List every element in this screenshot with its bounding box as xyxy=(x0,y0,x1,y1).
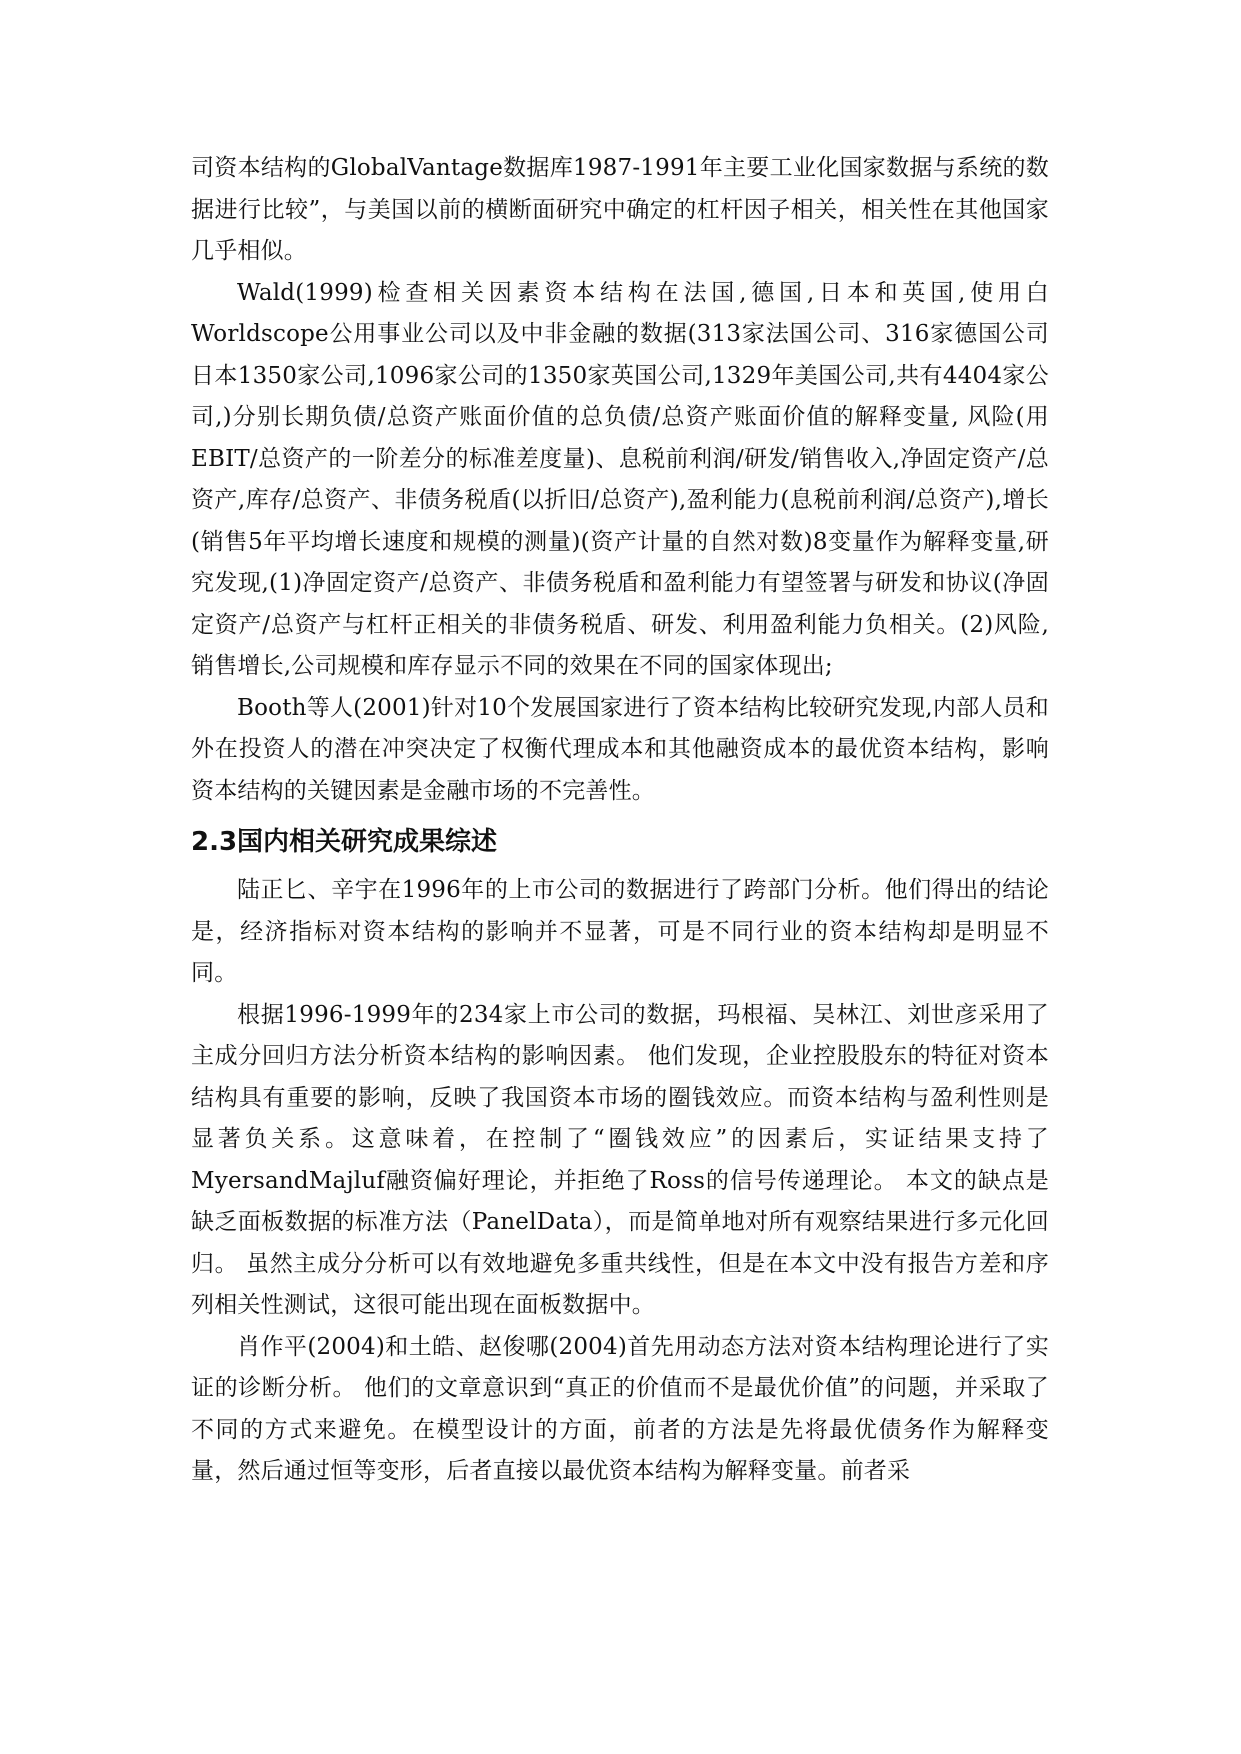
paragraph-booth-2001: Booth等人(2001)针对10个发展国家进行了资本结构比较研究发现,内部人员和外在投资人的潜在冲突决定了权衡代理成本和其他融资成本的最优资本结构，影响资本结构的关键因素是金融市场的不完善性。 xyxy=(191,694,1049,804)
paragraph-1996-1999-study: 根据1996-1999年的234家上市公司的数据，玛根福、吴林江、刘世彦采用了主成分回归方法分析资本结构的影响因素。 他们发现，企业控股股东的特征对资本结构具有重要的影响，反映了我国资本市场的圈钱效应。而资本结构与盈利性则是显著负关系。这意味着，在控制了“圈钱效应”的因素后，实证结果支持了MyersandMajluf融资偏好理论，并拒绝了Ross的信号传递理论。 本文的缺点是缺乏面板数据的标准方法（PanelData），而是简单地对所有观察结果进行多元化回归。 虽然主成分分析可以有效地避免多重共线性，但是在本文中没有报告方差和序列相关性测试，这很可能出现在面板数据中。 xyxy=(191,1001,1049,1318)
paragraph-wald-1999: Wald(1999)检查相关因素资本结构在法国,德国,日本和英国,使用白Worldscope公用事业公司以及中非金融的数据(313家法国公司、316家德国公司日本1350家公司,1096家公司的1350家英国公司,1329年美国公司,共有4404家公司,)分别长期负债/总资产账面价值的总负债/总资产账面价值的解释变量, 风险(用EBIT/总资产的一阶差分的标准差度量)、息税前利润/研发/销售收入,净固定资产/总资产,库存/总资产、非债务税盾(以折旧/总资产),盈利能力(息税前利润/总资产),增长(销售5年平均增长速度和规模的测量)(资产计量的自然对数)8变量作为解释变量,研究发现,(1)净固定资产/总资产、非债务税盾和盈利能力有望签署与研发和协议(净固定资产/总资产与杠杆正相关的非债务税盾、研发、利用盈利能力负相关。(2)风险,销售增长,公司规模和库存显示不同的效果在不同的国家体现出; xyxy=(191,279,1049,679)
paragraph-lu-xin: 陆正匕、辛宇在1996年的上市公司的数据进行了跨部门分析。他们得出的结论是，经济指标对资本结构的影响并不显著，可是不同行业的资本结构却是明显不同。 xyxy=(191,877,1049,986)
section-heading: 2.3国内相关研究成果综述 xyxy=(191,827,498,857)
paragraph-xiao-2004: 肖作平(2004)和土皓、赵俊哪(2004)首先用动态方法对资本结构理论进行了实证的诊断分析。 他们的文章意识到“真正的价值而不是最优价值”的问题，并采取了不同的方式来避免。在模型设计的方面，前者的方法是先将最优债务作为解释变量，然后通过恒等变形，后者直接以最优资本结构为解释变量。前者采 xyxy=(191,1333,1049,1484)
paragraph-continuation: 司资本结构的GlobalVantage数据库1987-1991年主要工业化国家数据与系统的数据进行比较”，与美国以前的横断面研究中确定的杠杆因子相关，相关性在其他国家几乎相似。 xyxy=(191,155,1049,264)
document-page xyxy=(191,148,1049,1493)
